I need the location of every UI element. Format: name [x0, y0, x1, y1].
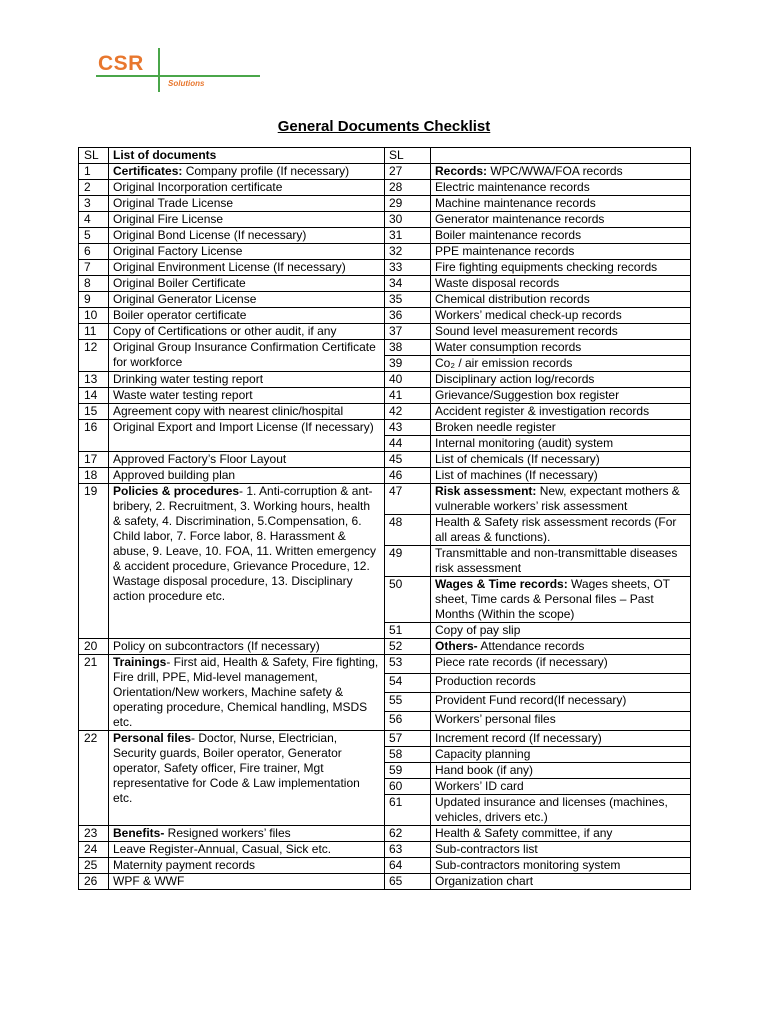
- table-row: [79, 180, 691, 196]
- right-sl-cell: 37: [385, 324, 431, 340]
- table-row: [79, 276, 691, 292]
- left-sl-cell: 12: [79, 340, 109, 372]
- table-row: [79, 842, 691, 858]
- header-list-title: List of documents: [109, 148, 385, 164]
- right-sl-cell: 44: [385, 436, 431, 452]
- right-sl-cell: 29: [385, 196, 431, 212]
- right-record-cell: [431, 372, 691, 388]
- right-record-cell: [431, 842, 691, 858]
- table-row: [79, 858, 691, 874]
- left-sl-cell: 6: [79, 244, 109, 260]
- header-sl-left: SL: [79, 148, 109, 164]
- left-sl-cell: 23: [79, 826, 109, 842]
- table-row: [79, 404, 691, 420]
- right-record-cell: [431, 655, 691, 674]
- document-text: Company profile (If necessary): [182, 164, 350, 178]
- left-sl-cell: 13: [79, 372, 109, 388]
- left-document-cell: [109, 324, 385, 340]
- document-text: Original Boiler Certificate: [113, 276, 246, 290]
- record-text: Updated insurance and licenses (machines, vehicles, drivers etc.): [435, 795, 668, 824]
- right-sl-cell: 54: [385, 674, 431, 693]
- record-text: Capacity planning: [435, 747, 531, 761]
- record-text: Generator maintenance records: [435, 212, 605, 226]
- record-text: List of machines (If necessary): [435, 468, 598, 482]
- left-sl-cell: 3: [79, 196, 109, 212]
- document-category-label: Trainings: [113, 655, 167, 669]
- table-row: [79, 244, 691, 260]
- left-sl-cell: 21: [79, 655, 109, 731]
- left-sl-cell: 11: [79, 324, 109, 340]
- right-record-cell: [431, 420, 691, 436]
- left-sl-cell: 5: [79, 228, 109, 244]
- document-category-label: Benefits-: [113, 826, 165, 840]
- document-category-label: Certificates:: [113, 164, 183, 178]
- right-record-cell: [431, 196, 691, 212]
- record-text: Workers’ ID card: [435, 779, 524, 793]
- document-text: Resigned workers’ files: [164, 826, 291, 840]
- document-text: Agreement copy with nearest clinic/hospital: [113, 404, 344, 418]
- left-document-cell: [109, 180, 385, 196]
- record-text: Piece rate records (if necessary): [435, 655, 608, 669]
- document-category-label: Policies & procedures: [113, 484, 240, 498]
- left-document-cell: [109, 420, 385, 452]
- right-sl-cell: 40: [385, 372, 431, 388]
- right-sl-cell: 55: [385, 693, 431, 712]
- right-sl-cell: 57: [385, 731, 431, 747]
- document-text: Policy on subcontractors (If necessary): [113, 639, 320, 653]
- table-row: [79, 260, 691, 276]
- record-text: Accident register & investigation records: [435, 404, 650, 418]
- right-sl-cell: 31: [385, 228, 431, 244]
- checklist-table: [78, 147, 691, 890]
- record-text: Provident Fund record(If necessary): [435, 693, 627, 707]
- record-text: New, expectant mothers & vulnerable workers’ risk assessment: [435, 484, 680, 513]
- document-text: Original Factory License: [113, 244, 243, 258]
- document-text: - First aid, Health & Safety, Fire fighting, Fire drill, PPE, Mid-level management, Orientation/New workers, Machine safety & operating procedure, Chemical handling, MSDS etc.: [113, 655, 379, 729]
- table-row: [79, 196, 691, 212]
- right-sl-cell: 35: [385, 292, 431, 308]
- right-record-cell: [431, 779, 691, 795]
- left-sl-cell: 25: [79, 858, 109, 874]
- left-sl-cell: 18: [79, 468, 109, 484]
- left-sl-cell: 15: [79, 404, 109, 420]
- right-sl-cell: 65: [385, 874, 431, 890]
- record-text: Health & Safety committee, if any: [435, 826, 613, 840]
- left-document-cell: [109, 260, 385, 276]
- record-text: Electric maintenance records: [435, 180, 590, 194]
- left-sl-cell: 8: [79, 276, 109, 292]
- right-record-cell: [431, 260, 691, 276]
- record-text: Hand book (if any): [435, 763, 534, 777]
- record-category-label: Others-: [435, 639, 478, 653]
- left-document-cell: [109, 826, 385, 842]
- left-document-cell: [109, 874, 385, 890]
- header-right-title: [431, 148, 691, 164]
- table-row: [79, 388, 691, 404]
- right-record-cell: [431, 436, 691, 452]
- document-text: - 1. Anti-corruption & ant-bribery, 2. Recruitment, 3. Working hours, health & safety, 4. Discrimination, 5.Compensation, 6. Child labor, 7. Force labor, 8. Harassment & abuse, 9. Leave, 10. FOA, 11. Written emergency & accident procedure, Grievance Procedure, 12. Wastage disposal procedure, 13. Disciplinary action procedure etc.: [113, 484, 377, 603]
- right-sl-cell: 36: [385, 308, 431, 324]
- record-text: Broken needle register: [435, 420, 556, 434]
- right-sl-cell: 27: [385, 164, 431, 180]
- right-record-cell: [431, 276, 691, 292]
- table-row: [79, 452, 691, 468]
- record-text: Waste disposal records: [435, 276, 560, 290]
- record-text: Water consumption records: [435, 340, 582, 354]
- right-record-cell: [431, 693, 691, 712]
- left-sl-cell: 9: [79, 292, 109, 308]
- record-text: Co₂ / air emission records: [435, 356, 573, 370]
- left-document-cell: [109, 244, 385, 260]
- right-record-cell: [431, 164, 691, 180]
- right-record-cell: [431, 731, 691, 747]
- right-sl-cell: 60: [385, 779, 431, 795]
- right-record-cell: [431, 356, 691, 372]
- document-category-label: Personal files: [113, 731, 192, 745]
- record-text: WPC/WWA/FOA records: [487, 164, 623, 178]
- left-sl-cell: 17: [79, 452, 109, 468]
- table-row: [79, 324, 691, 340]
- logo-name: CSR: [98, 52, 144, 75]
- right-record-cell: [431, 874, 691, 890]
- right-sl-cell: 43: [385, 420, 431, 436]
- document-text: Drinking water testing report: [113, 372, 264, 386]
- right-sl-cell: 61: [385, 795, 431, 826]
- logo-tagline: Solutions: [168, 79, 205, 88]
- right-record-cell: [431, 826, 691, 842]
- table-row: [79, 468, 691, 484]
- right-sl-cell: 56: [385, 712, 431, 731]
- left-sl-cell: 19: [79, 484, 109, 639]
- record-text: Chemical distribution records: [435, 292, 590, 306]
- right-sl-cell: 41: [385, 388, 431, 404]
- left-document-cell: [109, 308, 385, 324]
- table-row: [79, 228, 691, 244]
- right-sl-cell: 33: [385, 260, 431, 276]
- right-record-cell: [431, 577, 691, 623]
- right-sl-cell: 32: [385, 244, 431, 260]
- table-row: [79, 420, 691, 436]
- right-sl-cell: 34: [385, 276, 431, 292]
- logo-horizontal-rule: [96, 75, 260, 77]
- right-sl-cell: 45: [385, 452, 431, 468]
- record-text: Sound level measurement records: [435, 324, 618, 338]
- right-sl-cell: 59: [385, 763, 431, 779]
- left-sl-cell: 7: [79, 260, 109, 276]
- document-text: Original Fire License: [113, 212, 224, 226]
- right-record-cell: [431, 292, 691, 308]
- left-sl-cell: 4: [79, 212, 109, 228]
- table-row: [79, 731, 691, 747]
- left-document-cell: [109, 731, 385, 826]
- left-document-cell: [109, 292, 385, 308]
- record-text: Workers’ personal files: [435, 712, 556, 726]
- right-sl-cell: 46: [385, 468, 431, 484]
- right-record-cell: [431, 763, 691, 779]
- right-record-cell: [431, 324, 691, 340]
- right-sl-cell: 48: [385, 515, 431, 546]
- left-document-cell: [109, 484, 385, 639]
- csr-logo: [96, 48, 266, 98]
- table-row: [79, 826, 691, 842]
- logo-vertical-rule: [158, 48, 160, 92]
- record-text: List of chemicals (If necessary): [435, 452, 600, 466]
- document-text: Original Export and Import License (If necessary): [113, 420, 374, 434]
- document-text: Approved Factory’s Floor Layout: [113, 452, 287, 466]
- page-title: General Documents Checklist: [277, 118, 491, 135]
- right-record-cell: [431, 308, 691, 324]
- right-record-cell: [431, 180, 691, 196]
- record-category-label: Records:: [435, 164, 488, 178]
- right-record-cell: [431, 712, 691, 731]
- right-sl-cell: 28: [385, 180, 431, 196]
- right-sl-cell: 38: [385, 340, 431, 356]
- right-record-cell: [431, 388, 691, 404]
- right-sl-cell: 52: [385, 639, 431, 655]
- table-row: [79, 639, 691, 655]
- right-record-cell: [431, 639, 691, 655]
- record-text: Internal monitoring (audit) system: [435, 436, 614, 450]
- right-record-cell: [431, 228, 691, 244]
- left-document-cell: [109, 276, 385, 292]
- right-record-cell: [431, 515, 691, 546]
- table-row: [79, 655, 691, 674]
- document-text: Maternity payment records: [113, 858, 256, 872]
- right-record-cell: [431, 795, 691, 826]
- left-document-cell: [109, 639, 385, 655]
- right-record-cell: [431, 623, 691, 639]
- record-text: Copy of pay slip: [435, 623, 521, 637]
- record-text: Health & Safety risk assessment records (For all areas & functions).: [435, 515, 677, 544]
- record-text: Wages sheets, OT sheet, Time cards & Personal files – Past Months (Within the scope): [435, 577, 670, 621]
- left-sl-cell: 14: [79, 388, 109, 404]
- right-record-cell: [431, 747, 691, 763]
- right-sl-cell: 62: [385, 826, 431, 842]
- document-text: Leave Register-Annual, Casual, Sick etc.: [113, 842, 332, 856]
- right-record-cell: [431, 452, 691, 468]
- document-text: Approved building plan: [113, 468, 236, 482]
- left-sl-cell: 26: [79, 874, 109, 890]
- right-sl-cell: 47: [385, 484, 431, 515]
- left-sl-cell: 22: [79, 731, 109, 826]
- right-record-cell: [431, 404, 691, 420]
- left-sl-cell: 10: [79, 308, 109, 324]
- record-text: Organization chart: [435, 874, 534, 888]
- left-sl-cell: 2: [79, 180, 109, 196]
- right-sl-cell: 51: [385, 623, 431, 639]
- record-text: Workers’ medical check-up records: [435, 308, 622, 322]
- record-text: Disciplinary action log/records: [435, 372, 595, 386]
- table-row: [79, 212, 691, 228]
- right-sl-cell: 64: [385, 858, 431, 874]
- record-text: Sub-contractors list: [435, 842, 538, 856]
- right-sl-cell: 49: [385, 546, 431, 577]
- right-record-cell: [431, 858, 691, 874]
- table-row: [79, 372, 691, 388]
- left-sl-cell: 20: [79, 639, 109, 655]
- record-text: Attendance records: [477, 639, 585, 653]
- record-text: Grievance/Suggestion box register: [435, 388, 620, 402]
- table-header-row: [79, 148, 691, 164]
- right-sl-cell: 63: [385, 842, 431, 858]
- left-document-cell: [109, 858, 385, 874]
- right-record-cell: [431, 212, 691, 228]
- right-record-cell: [431, 244, 691, 260]
- document-text: Copy of Certifications or other audit, if any: [113, 324, 337, 338]
- left-document-cell: [109, 196, 385, 212]
- left-sl-cell: 24: [79, 842, 109, 858]
- left-sl-cell: 1: [79, 164, 109, 180]
- table-row: [79, 292, 691, 308]
- left-document-cell: [109, 372, 385, 388]
- document-text: Original Trade License: [113, 196, 234, 210]
- left-document-cell: [109, 388, 385, 404]
- table-row: [79, 164, 691, 180]
- table-row: [79, 340, 691, 356]
- document-text: Original Environment License (If necessary): [113, 260, 346, 274]
- document-text: Original Bond License (If necessary): [113, 228, 307, 242]
- record-text: Machine maintenance records: [435, 196, 596, 210]
- document-text: Original Incorporation certificate: [113, 180, 283, 194]
- left-document-cell: [109, 164, 385, 180]
- header-sl-right: SL: [385, 148, 431, 164]
- record-category-label: Wages & Time records:: [435, 577, 568, 591]
- left-document-cell: [109, 340, 385, 372]
- document-text: Boiler operator certificate: [113, 308, 247, 322]
- record-text: PPE maintenance records: [435, 244, 575, 258]
- record-text: Production records: [435, 674, 536, 688]
- left-sl-cell: 16: [79, 420, 109, 452]
- right-record-cell: [431, 468, 691, 484]
- document-text: - Doctor, Nurse, Electrician, Security guards, Boiler operator, Generator operator, Safety officer, Fire trainer, Mgt representative for Code & Law implementation etc.: [113, 731, 360, 805]
- record-category-label: Risk assessment:: [435, 484, 537, 498]
- right-sl-cell: 39: [385, 356, 431, 372]
- left-document-cell: [109, 842, 385, 858]
- record-text: Transmittable and non-transmittable diseases risk assessment: [435, 546, 678, 575]
- left-document-cell: [109, 212, 385, 228]
- record-text: Boiler maintenance records: [435, 228, 582, 242]
- right-record-cell: [431, 340, 691, 356]
- left-document-cell: [109, 228, 385, 244]
- document-text: Waste water testing report: [113, 388, 253, 402]
- table-row: [79, 874, 691, 890]
- left-document-cell: [109, 468, 385, 484]
- document-text: Original Generator License: [113, 292, 257, 306]
- right-record-cell: [431, 546, 691, 577]
- left-document-cell: [109, 452, 385, 468]
- table-row: [79, 484, 691, 515]
- document-text: Original Group Insurance Confirmation Certificate for workforce: [113, 340, 376, 369]
- right-sl-cell: 53: [385, 655, 431, 674]
- record-text: Fire fighting equipments checking records: [435, 260, 658, 274]
- record-text: Increment record (If necessary): [435, 731, 602, 745]
- document-text: WPF & WWF: [113, 874, 185, 888]
- right-record-cell: [431, 484, 691, 515]
- record-text: Sub-contractors monitoring system: [435, 858, 621, 872]
- right-sl-cell: 50: [385, 577, 431, 623]
- right-record-cell: [431, 674, 691, 693]
- left-document-cell: [109, 655, 385, 731]
- table-row: [79, 308, 691, 324]
- right-sl-cell: 42: [385, 404, 431, 420]
- right-sl-cell: 30: [385, 212, 431, 228]
- right-sl-cell: 58: [385, 747, 431, 763]
- left-document-cell: [109, 404, 385, 420]
